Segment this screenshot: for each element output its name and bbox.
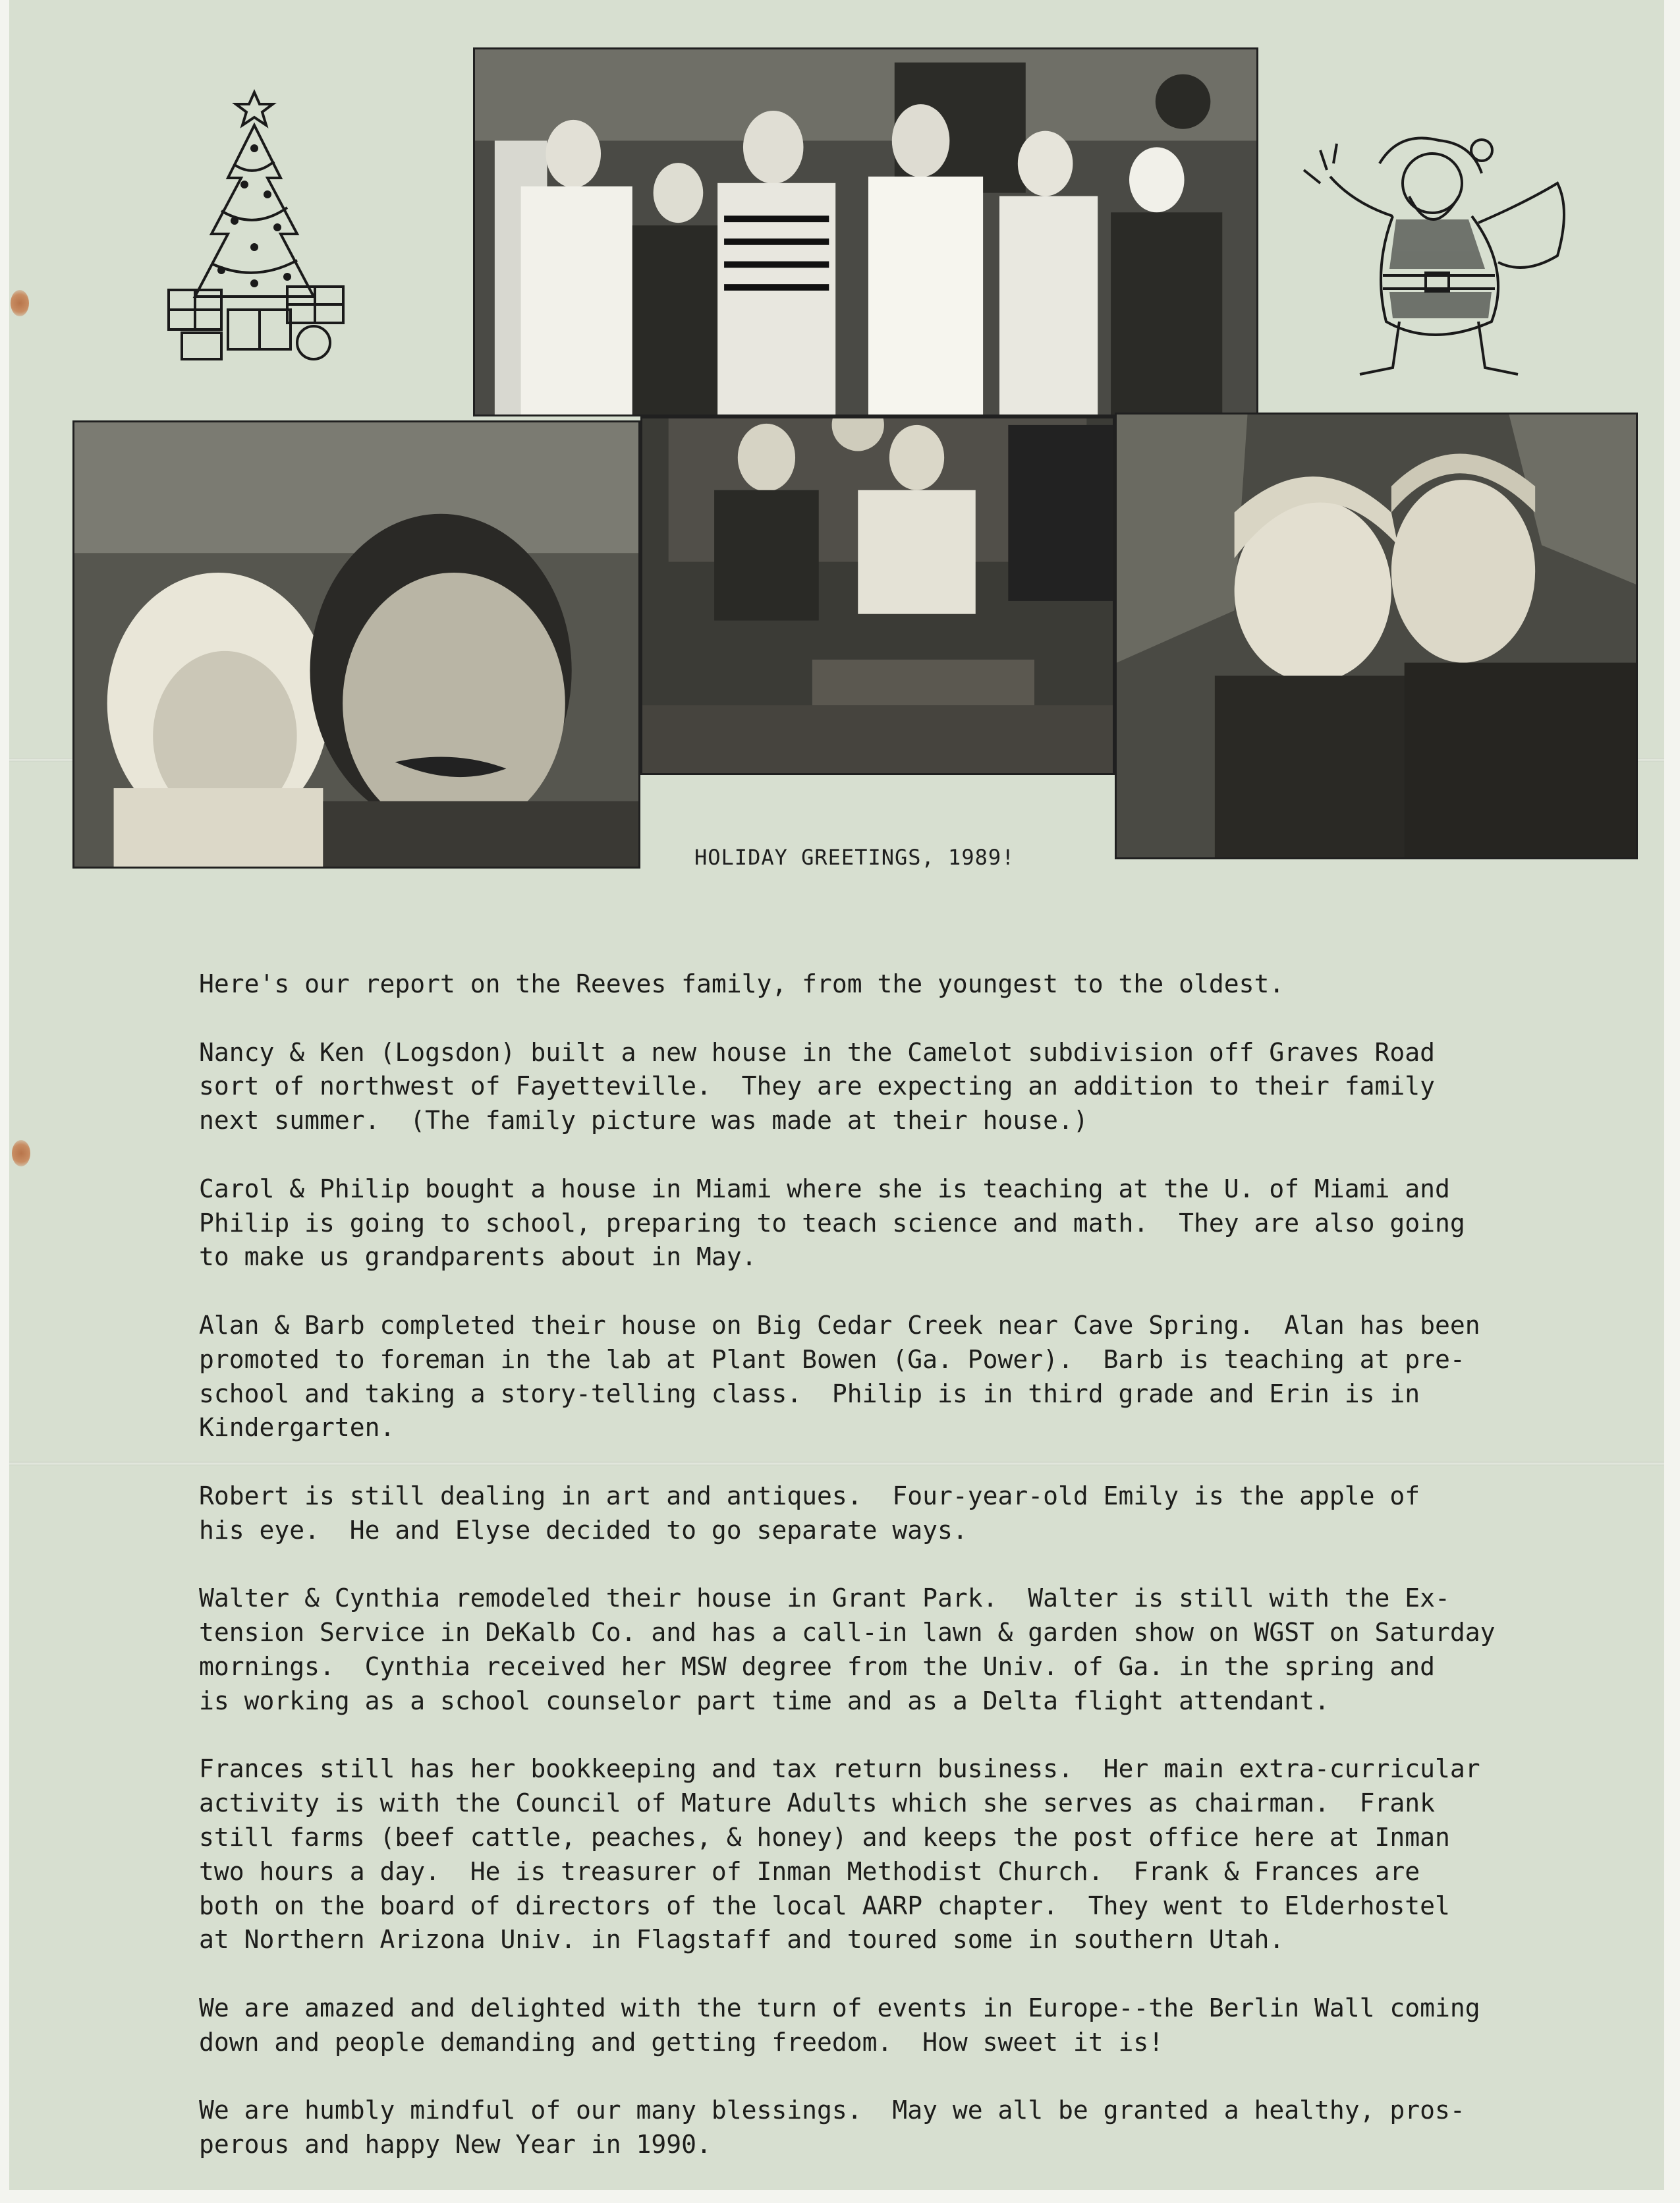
paragraph-nancy-ken	[199, 1036, 1596, 1138]
paragraph-line: both on the board of directors of the local AARP chapter. They went to Elderhostel	[199, 1891, 1450, 1920]
paragraph-intro	[199, 967, 1596, 1002]
paragraph-line: to make us grandparents about in May.	[199, 1242, 757, 1272]
father-daughter-photo	[72, 420, 640, 869]
paragraph-line: We are amazed and delighted with the turn of events in Europe--the Berlin Wall coming	[199, 1993, 1480, 2022]
christmas-tree-icon	[155, 79, 353, 369]
paragraph-line: Philip is going to school, preparing to teach science and math. They are also going	[199, 1208, 1465, 1238]
paragraph-line: his eye. He and Elyse decided to go separate ways.	[199, 1515, 968, 1545]
paragraph-line: Carol & Philip bought a house in Miami where she is teaching at the U. of Miami and	[199, 1174, 1450, 1203]
paragraph-line: sort of northwest of Fayetteville. They are expecting an addition to their family	[199, 1072, 1435, 1101]
paragraph-line: perous and happy New Year in 1990.	[199, 2130, 712, 2160]
paragraph-line: Nancy & Ken (Logsdon) built a new house in the Camelot subdivision off Graves Road	[199, 1037, 1435, 1067]
paragraph-europe	[199, 1991, 1596, 2060]
paragraph-line: tension Service in DeKalb Co. and has a call-in lawn & garden show on WGST on Saturday	[199, 1618, 1496, 1647]
paragraph-line: promoted to foreman in the lab at Plant Bowen (Ga. Power). Barb is teaching at pre-	[199, 1344, 1465, 1374]
paragraph-line: down and people demanding and getting freedom. How sweet it is!	[199, 2027, 1164, 2057]
paragraph-line: school and taking a story-telling class. Philip is in third grade and Erin is in	[199, 1379, 1420, 1408]
paragraph-line: mornings. Cynthia received her MSW degree from the Univ. of Ga. in the spring and	[199, 1651, 1435, 1681]
paragraph-line: We are humbly mindful of our many blessings. May we all be granted a healthy, pros-	[199, 2096, 1465, 2125]
paragraph-walter-cynthia	[199, 1582, 1596, 1718]
paragraph-line: Walter & Cynthia remodeled their house in Grant Park. Walter is still with the Ex-	[199, 1584, 1450, 1613]
family-group-photo	[473, 47, 1258, 416]
paragraph-line: activity is with the Council of Mature Adults which she serves as chairman. Frank	[199, 1788, 1435, 1818]
paragraph-line: Frances still has her bookkeeping and tax return business. Her main extra-curricular	[199, 1754, 1480, 1784]
stain-mark-lower	[12, 1140, 30, 1166]
paragraph-line: Robert is still dealing in art and antiques. Four-year-old Emily is the apple of	[199, 1481, 1420, 1510]
paragraph-frances-frank	[199, 1752, 1596, 1957]
paragraph-line: at Northern Arizona Univ. in Flagstaff and toured some in southern Utah.	[199, 1925, 1285, 1955]
page-heading: HOLIDAY GREETINGS, 1989!	[694, 845, 1015, 870]
couple-photo	[1115, 413, 1638, 859]
children-sofa-photo	[640, 416, 1115, 775]
paragraph-line: Alan & Barb completed their house on Big Cedar Creek near Cave Spring. Alan has been	[199, 1310, 1480, 1340]
paragraph-line: still farms (beef cattle, peaches, & honey) and keeps the post office here at Inman	[199, 1822, 1450, 1852]
paragraph-robert	[199, 1479, 1596, 1548]
paragraph-line: two hours a day. He is treasurer of Inman Methodist Church. Frank & Frances are	[199, 1856, 1420, 1886]
paragraph-line: next summer. (The family picture was made at their house.)	[199, 1106, 1088, 1135]
paragraph-line: Kindergarten.	[199, 1413, 395, 1443]
paragraph-line: Here's our report on the Reeves family, from the youngest to the oldest.	[199, 969, 1285, 998]
paragraph-alan-barb	[199, 1309, 1596, 1445]
santa-claus-icon	[1301, 124, 1577, 381]
stain-mark-upper	[11, 290, 29, 316]
paragraph-carol-philip	[199, 1172, 1596, 1274]
letter-body	[199, 967, 1596, 2196]
paragraph-line: is working as a school counselor part time and as a Delta flight attendant.	[199, 1686, 1330, 1715]
paragraph-closing	[199, 2094, 1596, 2162]
